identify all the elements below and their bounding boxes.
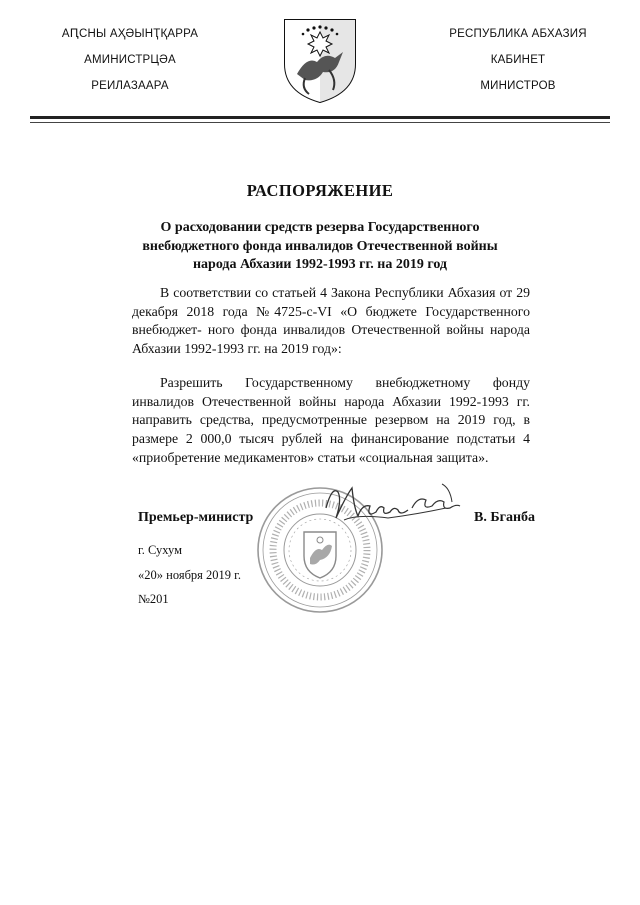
header-left-line-1: АԤСНЫ АҲӘЫНҬҚАРРА xyxy=(61,28,199,40)
header-right-line-3: МИНИСТРОВ xyxy=(480,80,556,92)
document-number: №201 xyxy=(138,592,169,606)
header-divider-thick xyxy=(30,116,610,119)
signatory-name: В. Бганба xyxy=(474,510,536,525)
document-city: г. Сухум xyxy=(138,543,183,557)
document-subject: О расходовании средств резерва Государственного внебюджетного фонда инвалидов Отечественной войны народа Абхазии 1992-1993 гг. на 2019 год xyxy=(142,220,498,272)
signatory-title: Премьер-министр xyxy=(138,510,254,525)
header-right-block xyxy=(418,26,618,104)
header-left-line-2: АМИНИСТРЦӘА xyxy=(84,54,176,66)
header-right-line-1: РЕСПУБЛИКА АБХАЗИЯ xyxy=(449,28,587,40)
header-left-block xyxy=(30,26,230,104)
document-title: РАСПОРЯЖЕНИЕ xyxy=(246,181,394,200)
header-divider-thin xyxy=(30,122,610,123)
handwritten-signature-icon xyxy=(318,478,468,542)
header-left-line-3: РЕИЛАЗААРА xyxy=(91,80,169,92)
body-paragraph-1: В соответствии со статьей 4 Закона Республики Абхазия от 29 декабря 2018 года №4725-с-VI «О бюджете Государственного внебюджет- ного фонда инвалидов Отечественной войны народа Абхазии 1992-1993 гг. на 2019 год»: xyxy=(132,285,530,357)
body-paragraph-2: Разрешить Государственному внебюджетному фонду инвалидов Отечественной войны народа Абхазии 1992-1993 гг. направить средства, предусмотренные резервом на 2019 год, в размере 2 000,0 тысяч рублей на финансирование подстатьи 4 «приобретение медикаментов» статьи «социальная защита». xyxy=(132,375,530,465)
header-right-line-2: КАБИНЕТ xyxy=(490,54,546,66)
document-date: «20» ноября 2019 г. xyxy=(138,568,242,582)
coat-of-arms-emblem-icon xyxy=(283,18,357,104)
